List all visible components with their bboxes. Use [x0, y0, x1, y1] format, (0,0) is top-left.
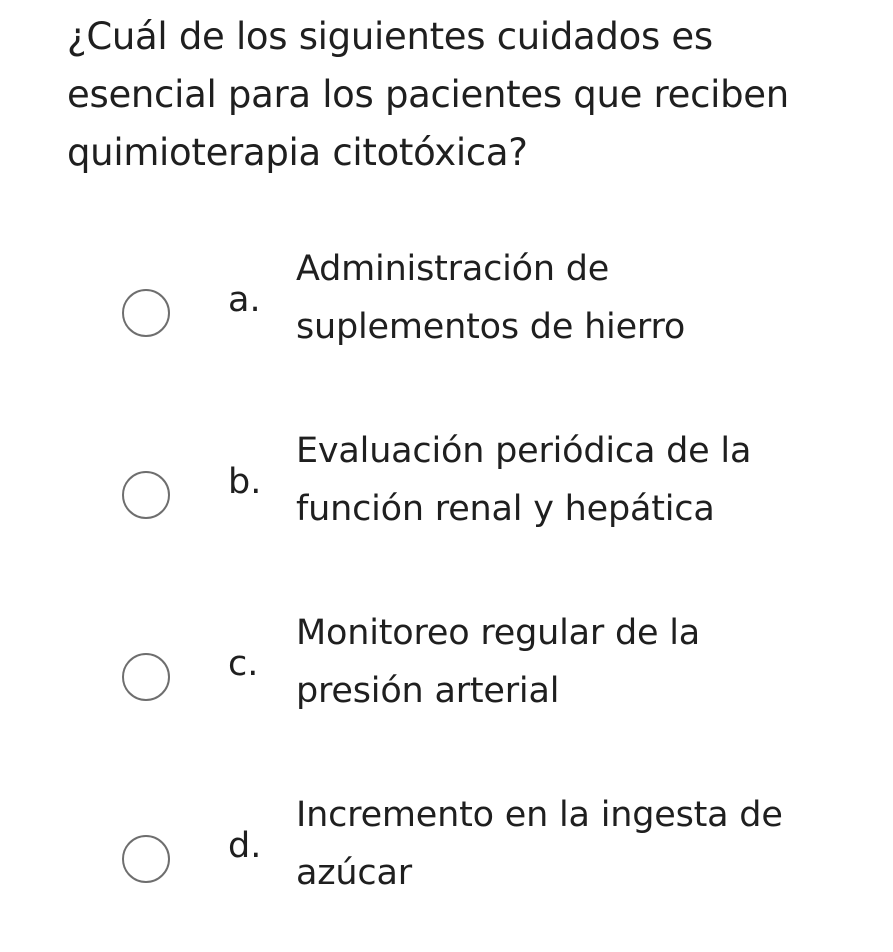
option-d-label: Incremento en la ingesta de azúcar	[296, 795, 783, 893]
radio-button-d[interactable]	[122, 835, 170, 883]
option-d[interactable]	[0, 784, 893, 924]
option-a-label: Administración de suplementos de hierro	[296, 249, 686, 347]
option-b-letter: b.	[228, 462, 262, 502]
option-c[interactable]	[0, 602, 893, 742]
question-text: ¿Cuál de los siguientes cuidados es esencial para los pacientes que reciben quimioterapia citotóxica?	[67, 15, 789, 174]
radio-button-c[interactable]	[122, 653, 170, 701]
radio-button-a[interactable]	[122, 289, 170, 337]
option-c-label: Monitoreo regular de la presión arterial	[296, 613, 701, 711]
option-b-label: Evaluación periódica de la función renal y hepática	[296, 431, 752, 529]
option-a-letter: a.	[228, 280, 261, 320]
option-a[interactable]	[0, 238, 893, 378]
radio-button-b[interactable]	[122, 471, 170, 519]
option-d-letter: d.	[228, 826, 262, 866]
option-b[interactable]	[0, 420, 893, 560]
option-c-letter: c.	[228, 644, 259, 684]
